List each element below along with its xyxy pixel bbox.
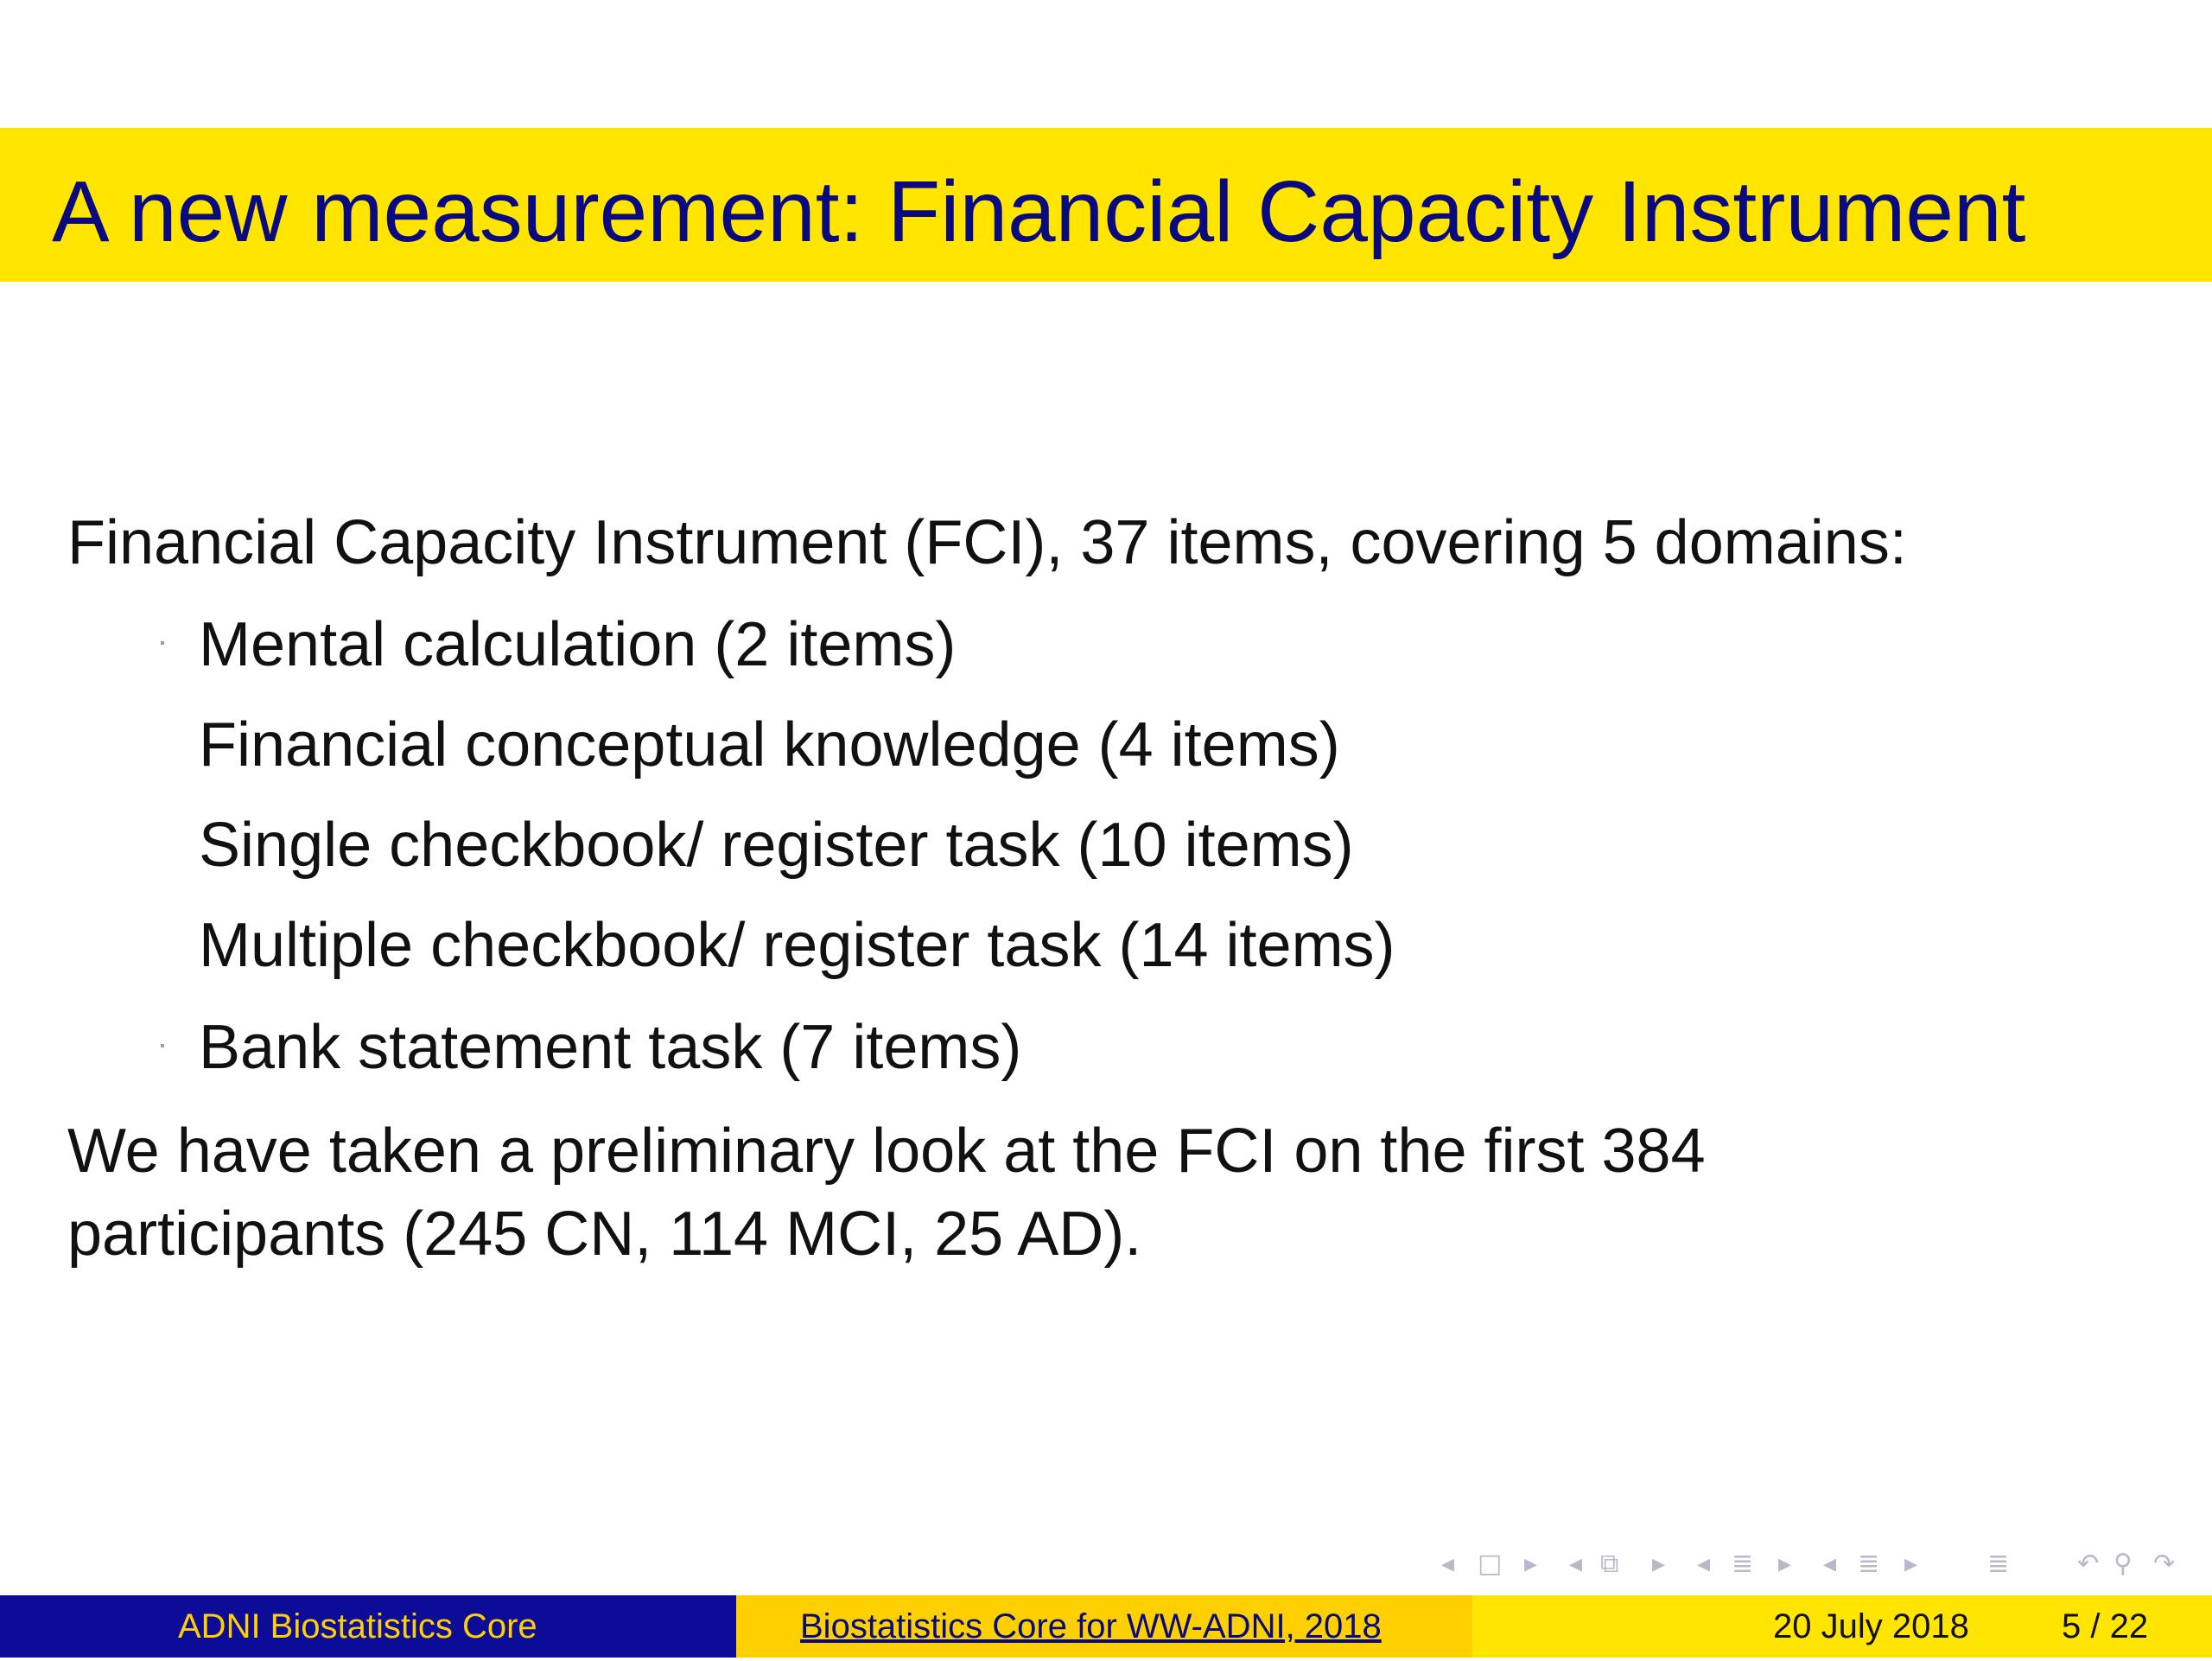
prev-arrow-icon[interactable]: ◂	[1441, 1549, 1455, 1579]
footer-page-number: 5 / 22	[2062, 1607, 2149, 1645]
prev-arrow-icon[interactable]: ◂	[1569, 1549, 1583, 1579]
list-item: Multiple checkbook/ register task (14 items)	[199, 911, 1395, 980]
back-icon[interactable]: ↶	[2077, 1549, 2100, 1579]
section-icon[interactable]: ≣	[1732, 1549, 1754, 1579]
frame-icon[interactable]: □	[1478, 1549, 1503, 1579]
list-item: Financial conceptual knowledge (4 items)	[199, 710, 1340, 780]
list-item: Bank statement task (7 items)	[199, 1013, 1022, 1082]
next-arrow-icon[interactable]: ▸	[1778, 1549, 1792, 1579]
prev-arrow-icon[interactable]: ◂	[1823, 1549, 1837, 1579]
intro-text: Financial Capacity Instrument (FCI), 37 items, covering 5 domains:	[67, 508, 1907, 577]
closing-line-1: We have taken a preliminary look at the FCI on the first 384	[67, 1117, 1706, 1186]
prev-arrow-icon[interactable]: ◂	[1697, 1549, 1711, 1579]
next-arrow-icon[interactable]: ▸	[1652, 1549, 1666, 1579]
bullet-marker	[161, 641, 164, 645]
closing-line-2: participants (245 CN, 114 MCI, 25 AD).	[67, 1200, 1142, 1269]
footer-date: 20 July 2018	[1773, 1607, 1969, 1645]
list-item: Mental calculation (2 items)	[199, 610, 957, 679]
list-item: Single checkbook/ register task (10 items)	[199, 811, 1354, 880]
footer-author: ADNI Biostatistics Core	[178, 1607, 537, 1645]
forward-icon[interactable]: ↷	[2153, 1549, 2176, 1579]
subsection-icon[interactable]: ⧉	[1600, 1549, 1619, 1579]
appendix-icon[interactable]: ≣	[1987, 1549, 2010, 1579]
bullet-marker	[161, 1044, 164, 1047]
next-arrow-icon[interactable]: ▸	[1904, 1549, 1918, 1579]
search-icon[interactable]: ⚲	[2113, 1549, 2133, 1579]
slide-title: A new measurement: Financial Capacity Instrument	[52, 163, 2026, 260]
footer-talk-title-link[interactable]: Biostatistics Core for WW-ADNI, 2018	[800, 1607, 1382, 1645]
section-list-icon[interactable]: ≣	[1858, 1549, 1880, 1579]
next-arrow-icon[interactable]: ▸	[1524, 1549, 1538, 1579]
